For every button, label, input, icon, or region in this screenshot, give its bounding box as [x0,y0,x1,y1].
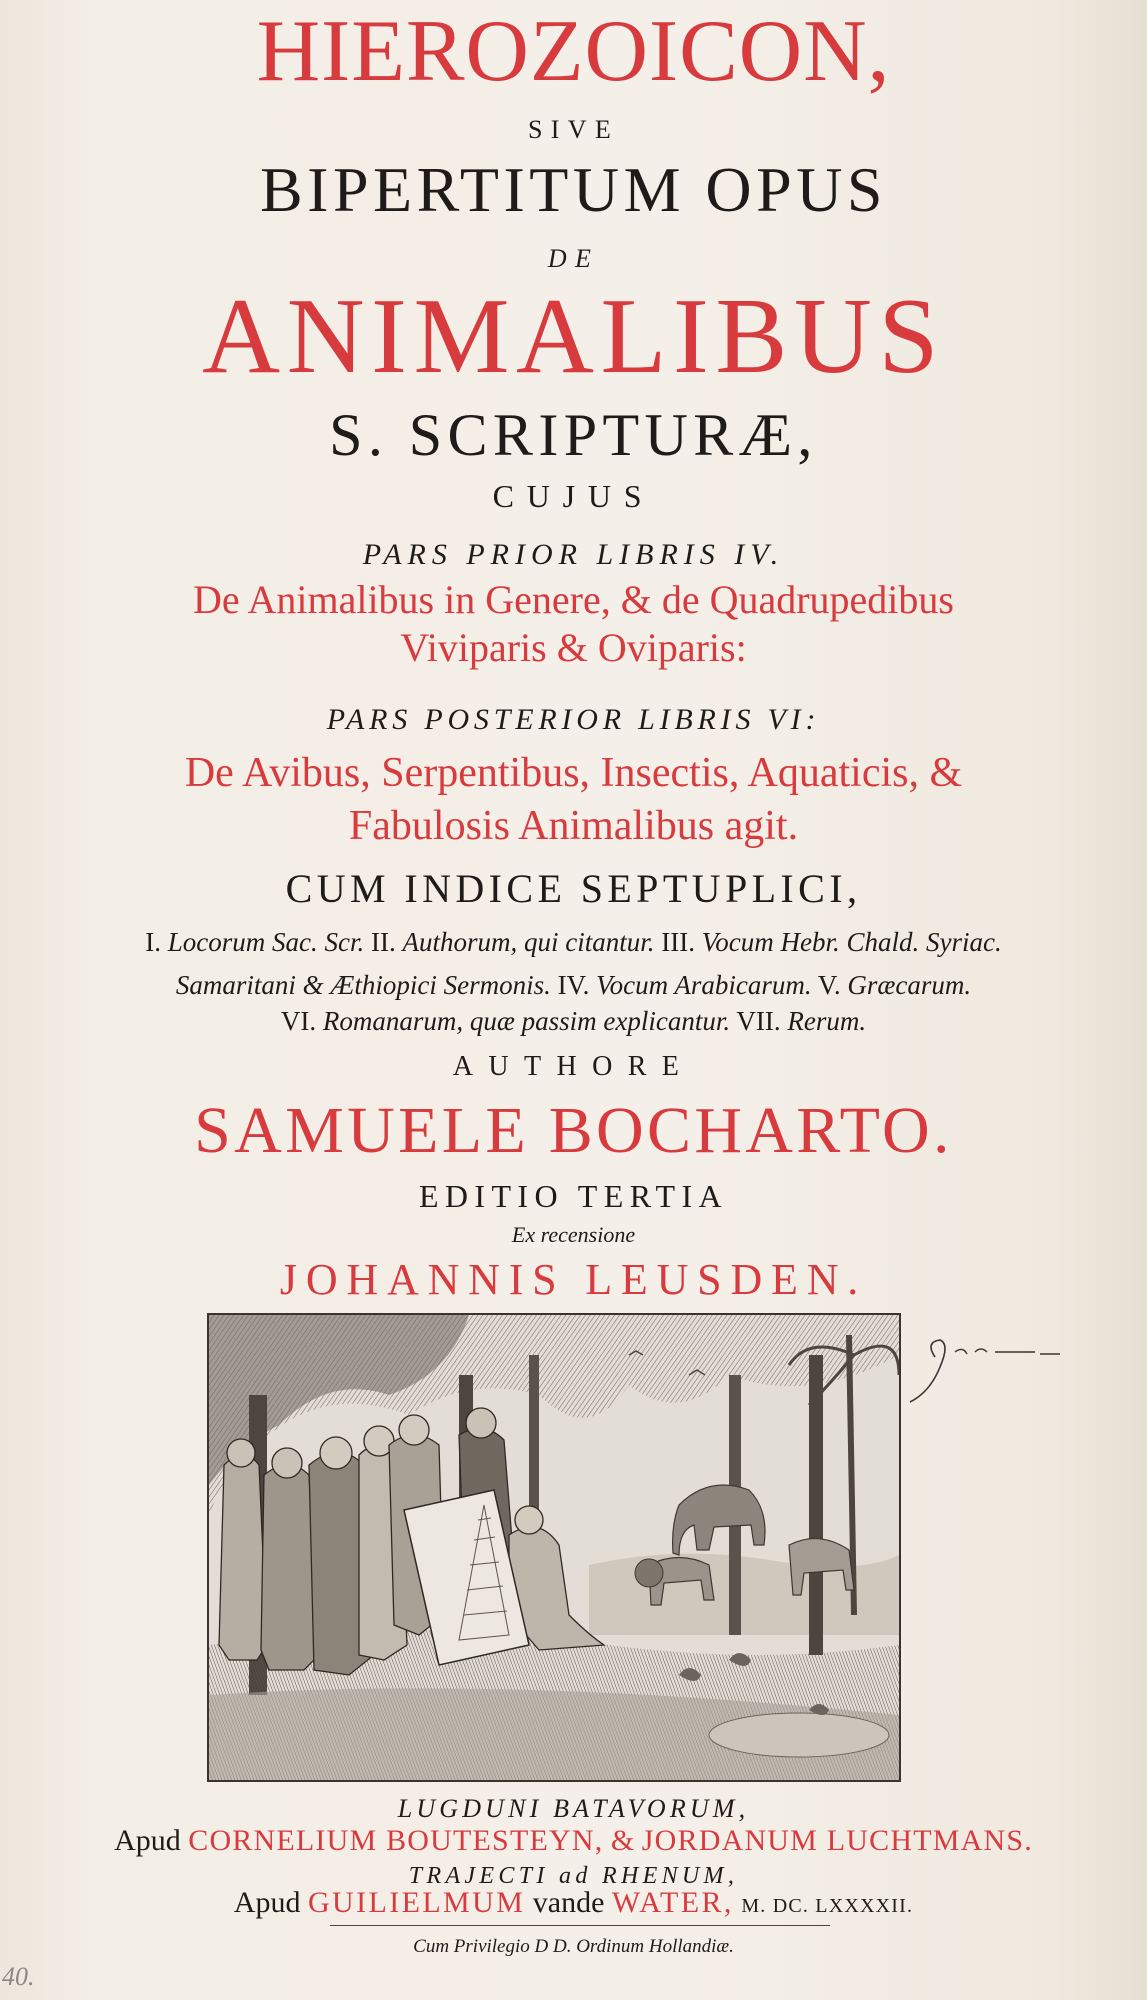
de-word: DE [547,244,600,273]
imprint-year: M. DC. LXXXXII. [741,1895,914,1917]
index-numeral: III. [661,927,695,957]
index-entry: Locorum Sac. Scr. [167,927,365,957]
index-line-3 [0,1008,1147,1035]
prior-description-1: De Animalibus in Genere, & de Quadrupedibus [193,577,954,622]
divider-rule [330,1925,830,1926]
cum-indice: CUM INDICE SEPTUPLICI, [285,866,862,911]
printer-guilielmum: GUILIELMUM [307,1886,526,1919]
index-numeral: VI. [280,1006,317,1036]
subtitle: BIPERTITUM OPUS [260,154,887,225]
engraving-illustration [209,1315,899,1780]
pars-prior: PARS PRIOR LIBRIS IV. [362,538,785,571]
pars-posterior: PARS POSTERIOR LIBRIS VI: [326,703,821,736]
ampersand: & [610,1824,635,1857]
cujus-word: CUJUS [492,478,655,514]
scripturae-title: S. SCRIPTURÆ, [329,402,818,468]
index-numeral: VII. [736,1006,781,1036]
imprint-line-4 [0,1888,1147,1918]
editor-name: JOHANNIS LEUSDEN. [279,1255,868,1304]
pencil-note: 40. [2,1962,35,1991]
imprint-place-2: TRAJECTI ad RHENUM, [408,1863,739,1889]
handwritten-signature [900,1322,1090,1412]
index-entry: Vocum Hebr. Chald. Syriac. [701,927,1002,957]
index-numeral: IV. [557,970,590,1000]
index-entry: Romanarum, quæ passim explicantur. [322,1006,731,1036]
index-entry: Græcarum. [847,970,972,1000]
animalibus-title: ANIMALIBUS [202,277,945,396]
index-line-2 [0,972,1147,999]
index-entry: Samaritani & Æthiopici Sermonis. [175,970,551,1000]
index-numeral: II. [371,927,396,957]
prior-description-2: Viviparis & Oviparis: [400,625,747,670]
printer-luchtmans: JORDANUM LUCHTMANS. [641,1824,1033,1857]
imprint-line-2 [0,1826,1147,1856]
index-numeral: V. [817,970,841,1000]
printer-boutesteyn: CORNELIUM BOUTESTEYN, [188,1824,604,1857]
privilege-line: Cum Privilegio D D. Ordinum Hollandiæ. [413,1936,734,1957]
vande-word: vande [532,1886,605,1919]
index-entry: Vocum Arabicarum. [596,970,812,1000]
ex-recensione: Ex recensione [511,1222,636,1247]
author-name: SAMUELE BOCHARTO. [194,1094,953,1167]
index-numeral: I. [145,927,162,957]
posterior-description-1: De Avibus, Serpentibus, Insectis, Aquaticis, & [184,750,963,796]
authore-word: AUTHORE [452,1051,695,1082]
printer-water: WATER, [611,1886,734,1919]
imprint-place-1: LUGDUNI BATAVORUM, [397,1794,750,1823]
index-entry: Rerum. [787,1006,867,1036]
sive-word: SIVE [527,115,620,144]
engraving-vignette [207,1313,901,1782]
index-entry: Authorum, qui citantur. [402,927,655,957]
apud-word: Apud [114,1824,181,1857]
index-line-1 [0,929,1147,956]
main-title: HIEROZOICON, [256,3,891,100]
posterior-description-2: Fabulosis Animalibus agit. [348,803,799,849]
editio-tertia: EDITIO TERTIA [418,1178,729,1214]
apud-word: Apud [233,1886,301,1919]
